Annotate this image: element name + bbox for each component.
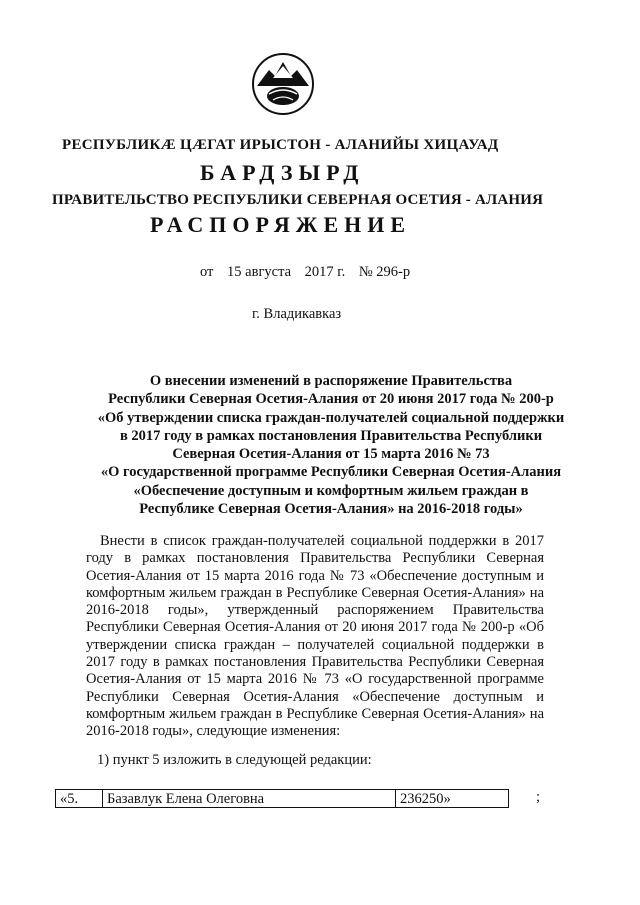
amendment-item: 1) пункт 5 изложить в следующей редакции: xyxy=(97,752,372,768)
body-paragraph xyxy=(86,533,544,741)
government-header: ПРАВИТЕЛЬСТВО РЕСПУБЛИКИ СЕВЕРНАЯ ОСЕТИЯ - АЛАНИЯ xyxy=(52,192,544,208)
date-prefix: от xyxy=(200,264,214,280)
document-title xyxy=(56,372,606,518)
recipient-table xyxy=(55,789,509,808)
bardzyrd-heading: БАРДЗЫРД xyxy=(200,160,365,185)
rasporyazhenie-heading: РАСПОРЯЖЕНИЕ xyxy=(150,212,412,237)
title-line: в 2017 году в рамках постановления Правительства Республики xyxy=(119,427,543,444)
body-text: Внести в список граждан-получателей социальной поддержки в 2017 году в рамках постановления Правительства Республики Северная Осетия-Алания от 15 марта 2016 года № 73 «Обеспечение доступным и комфортным жильем граждан в Республике Северная Осетия-Алания» на 2016-2018 годы», утвержденный распоряжением Правительства Республики Северная Осетия-Алания от 20 июня 2017 года № 200-р «Об утверждении списка граждан – получателей социальной поддержки в 2017 году в рамках постановления Правительства Республики Северная Осетия-Алания от 15 марта 2016 № 73 «О государственной программе Республики Северная Осетия-Алания «Обеспечение доступным и комфортным жильем граждан в Республике Северная Осетия-Алания» на 2016-2018 годы», следующие изменения: xyxy=(86,533,544,740)
title-line: «Об утверждении списка граждан-получателей социальной поддержки xyxy=(97,409,565,426)
terminator: ; xyxy=(536,789,541,805)
ossetian-header: РЕСПУБЛИКӔ ЦӔГАТ ИРЫСТОН - АЛАНИЙЫ ХИЦАУАД xyxy=(62,137,499,153)
date-value: 15 августа xyxy=(227,264,292,280)
title-line: «О государственной программе Республики Северная Осетия-Алания xyxy=(100,464,562,481)
document-number: № 296-р xyxy=(358,264,411,280)
dateline xyxy=(200,264,420,281)
date-year: 2017 г. xyxy=(304,264,346,280)
table-row xyxy=(56,790,509,808)
amount-cell: 236250» xyxy=(396,790,509,808)
coat-of-arms-icon xyxy=(251,52,315,116)
row-number-cell: «5. xyxy=(56,790,103,808)
title-line: Республике Северная Осетия-Алания» на 2016-2018 годы» xyxy=(139,501,523,518)
title-line: «Обеспечение доступным и комфортным жильем граждан в xyxy=(133,482,529,499)
title-line: О внесении изменений в распоряжение Правительства xyxy=(149,373,513,389)
title-line: Северная Осетия-Алания от 15 марта 2016 № 73 xyxy=(172,446,490,463)
city: г. Владикавказ xyxy=(252,306,342,322)
recipient-name-cell: Базавлук Елена Олеговна xyxy=(103,790,396,808)
title-line: Республики Северная Осетия-Алания от 20 июня 2017 года № 200-р xyxy=(108,391,554,408)
